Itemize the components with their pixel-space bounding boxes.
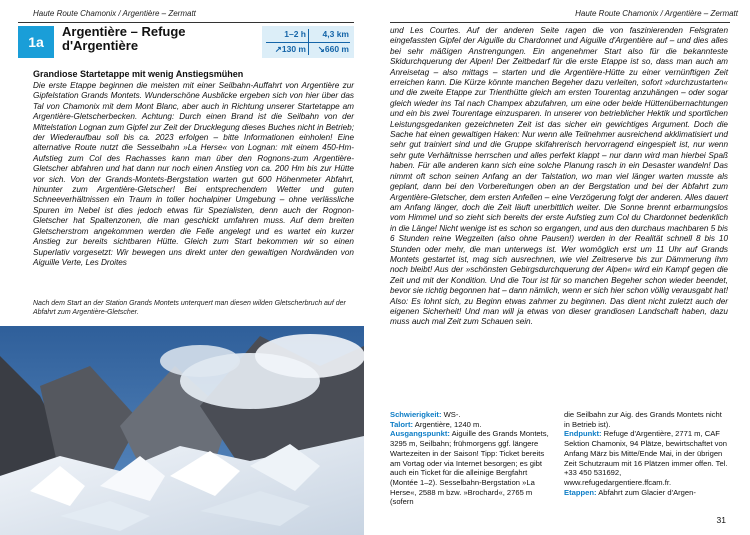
descent-arrow-icon: ↘	[317, 44, 325, 54]
page-number: 31	[716, 515, 726, 525]
difficulty-line	[390, 410, 554, 420]
end-label: Endpunkt:	[564, 429, 602, 439]
talort-value: Argentière, 1240 m.	[413, 419, 482, 429]
start-value: Aiguille des Grands Montets, 3295 m, Seilbahn; frühmorgens ggf. längere Wartezeiten in der Saison! Tipp: Ticket bereits am Vortag oder via Internet besorgen; es gibt auch ein Ticket für die alleinige Bergfahrt (Montée 1–2). Sesselbahn-Bergstation »La Herse«, 2588 m bzw. »Brochard«, 2765 m (sofern	[390, 429, 549, 507]
stage-stats-box	[262, 26, 354, 58]
start-label: Ausgangspunkt:	[390, 429, 450, 439]
difficulty-value: WS-.	[441, 410, 461, 419]
end-value: Refuge d'Argentière, 2771 m, CAF Sektion Chamonix, 94 Plätze, bewirtschaftet von Anfang März bis Mitte/Ende Mai, in der übrigen Zeit Schutzraum mit 16 Plätzen immer offen. Tel. +33 450 531692, www.refugedargentiere.ffcam.fr.	[564, 429, 728, 487]
difficulty-label: Schwierigkeit:	[390, 410, 442, 419]
running-head-left: Haute Route Chamonix / Argentière – Zermatt	[33, 9, 196, 18]
lead-paragraph: Die erste Etappe beginnen die meisten mit einer Seilbahn-Auffahrt von Argentière zur Gipfelstation Grands Montets. Wunderschöne Ausblicke ergeben sich von hier über das Tal von Chamonix mit dem Mont Blanc, aber auch in Richtung unserer Startetappe am Argentière-Gletscherbecken. Achtung: Durch einen Brand ist die Seilbahn von der Mittelstation Lognan zum Gipfel zur Zeit der Drucklegung dieses Buches nicht in Betrieb; der Wiederaufbau soll bis ca. 2023 erfolgen – bitte Informationen einholen! Eine alternative Route nutzt die Sesselbahn »La Herse« von Lognan: mit einem 450-Hm-Aufstieg zum Col des Rachasses kann man über den Rognons-zum Argentière-Gletscher abfahren und hat dann nur noch einen Anstieg von ca. 200 Hm bis zur Hütte vor sich. Von der Grands-Montets-Bergstation warten gut 600 Höhenmeter Abfahrt, hinunter zum Argentière-Gletscher! Bei entsprechendem Wetter und guten Schneeverhältnissen ein Traum in toller hochalpiner Umgebung – ohne verlässliche Spuren im Nebel ist dies jedoch etwas für Spezialisten, denn auch der Rognon-Gletscher hat Spaltenzonen, die man geschickt umfahren muss. Auf dem breiten Gletscherstrom angekommen werden die Felle angelegt und es wartet ein kurzer Anstieg zur bereits sichtbaren Hütte. Gleich zum Start bekommen wir so einen Superlativ vorgesetzt: Wir bewegen uns direkt unter den gewaltigen Nordwänden von Aiguille Verte, Les Droites	[33, 81, 354, 267]
stage-number-badge: 1a	[18, 26, 54, 58]
start-line	[390, 429, 554, 507]
tour-info-left	[390, 410, 554, 507]
running-head-right: Haute Route Chamonix / Argentière – Zermatt	[575, 9, 738, 18]
descent-value: 660 m	[324, 44, 349, 54]
start-continued: die Seilbahn zur Aig. des Grands Montets nicht in Betrieb ist).	[564, 410, 722, 429]
stage-subtitle: Grandiose Startetappe mit wenig Anstiegsmühen	[33, 69, 244, 79]
stage-title: Argentière – Refuge d'Argentière	[62, 24, 186, 53]
ascent-value: 130 m	[281, 44, 306, 54]
body-paragraph: und Les Courtes. Auf der anderen Seite ragen die von faszinierenden Felsgraten eingefassten Gipfel der Aiguille du Chardonnet und Aiguille d'Argentière auf – und dies alles bei sehr mäßigen Anstrengungen. Ein angenehmer Start also für die bekannteste Skidurchquerung der Alpen! Der Zeitbedarf für die erste Etappe ist so, dass man auch am Anreisetag – also mittags – starten und die Argentière-Hütte zu einer vernünftigen Zeit erreichen kann. Die Kürze könnte manchen Begeher dazu verleiten, sofort »durchzustarten« und die zweite Etappe zur Trienthütte gleich am ersten Tourentag anzuhängen – oder sogar gleich wieder ins Tal nach Champex abzufahren, um eine oder beide Hüttenübernachtungen und ein bis zwei Tourentage einzusparen. In unserer von betrieblicher Hektik und sportlichen Leistungsgedanken gezeichneten Zeit ist das sicher ein gewichtiges Argument. Doch die Sache hat einen gewaltigen Haken: Nur wenn alle Teilnehmer ausreichend akklimatisiert und sehr gut trainiert sind und die Gruppe skifahrerisch hervorragend eingespielt ist, nur wenn sehr gute Verhältnisse herrschen und alles perfekt klappt – nur dann wird man hierbei Spaß haben. Für alle anderen kann sich eine solche Planung rasch in ein Desaster wandeln! Das nimmt oft schon seinen Anfang an der Talstation, wo man viel länger warten musste als geplant, dann bei den Vorbereitungen oben an der Bergstation und bei der Abfahrt zum Argentière-Gletscher, dem ersten Anfellen – eine Verzögerung folgt der anderen. Alles dauert am Anfang länger, doch die Zeit läuft unerbittlich weiter. Die Sonne brennt erbarmungslos vom Himmel und so zieht sich bereits der erste Aufstieg zum Col du Chardonnet bedenklich in die Länge! Nicht wenige ist es schon so ergangen, und aus den durchaus machbaren 5 bis 6 Stunden reine Wegzeiten (also ohne Pausen!) werden in der Realität schnell 8 bis 10 Stunden oder mehr, die man unterwegs ist. Wer womöglich erst um 11 Uhr auf Grands Montets gestartet ist, mag sich ausrechnen, wie viel Zeitreserve bis zur Dämmerung ihm noch bleibt! Aus der »schönsten Gebirgsdurchquerung der Alpen« wird ein Kampf gegen die Zeit und mit der Kondition. Und die Tour ist für so manchen Begeher schon wieder beendet, bevor sie richtig begonnen hat – dann nämlich, wenn er sich hier schon völlig verausgabt hat! Also: Es lohnt sich, zu Beginn etwas zahmer zu beginnen. Das dient nicht zuletzt auch der eigenen Sicherheit! Und man will ja etwas von dieser grandiosen Landschaft haben, dazu muss auch mal Zeit zum Schauen sein.	[390, 26, 728, 327]
talort-line	[390, 420, 554, 430]
right-page	[378, 0, 750, 535]
left-page	[0, 0, 372, 535]
ascent-arrow-icon: ↗	[274, 44, 282, 54]
etappen-value: Abfahrt zum Glacier d'Argen-	[596, 487, 696, 497]
header-rule	[18, 22, 354, 23]
etappen-line	[564, 488, 728, 498]
photo-caption: Nach dem Start an der Station Grands Montets unterquert man diesen wilden Gletscherbruch auf der Abfahrt zum Argentière-Gletscher.	[33, 300, 346, 316]
header-rule	[390, 22, 730, 23]
talort-label: Talort:	[390, 419, 414, 429]
descent-stat	[311, 42, 349, 57]
distance-value: 4,3 km	[322, 29, 349, 39]
ascent-stat	[266, 42, 306, 57]
etappen-label: Etappen:	[564, 487, 597, 497]
tour-info-right	[564, 410, 728, 497]
glacier-photo	[0, 326, 364, 535]
end-line	[564, 429, 728, 487]
duration-value: 1–2 h	[284, 29, 306, 39]
